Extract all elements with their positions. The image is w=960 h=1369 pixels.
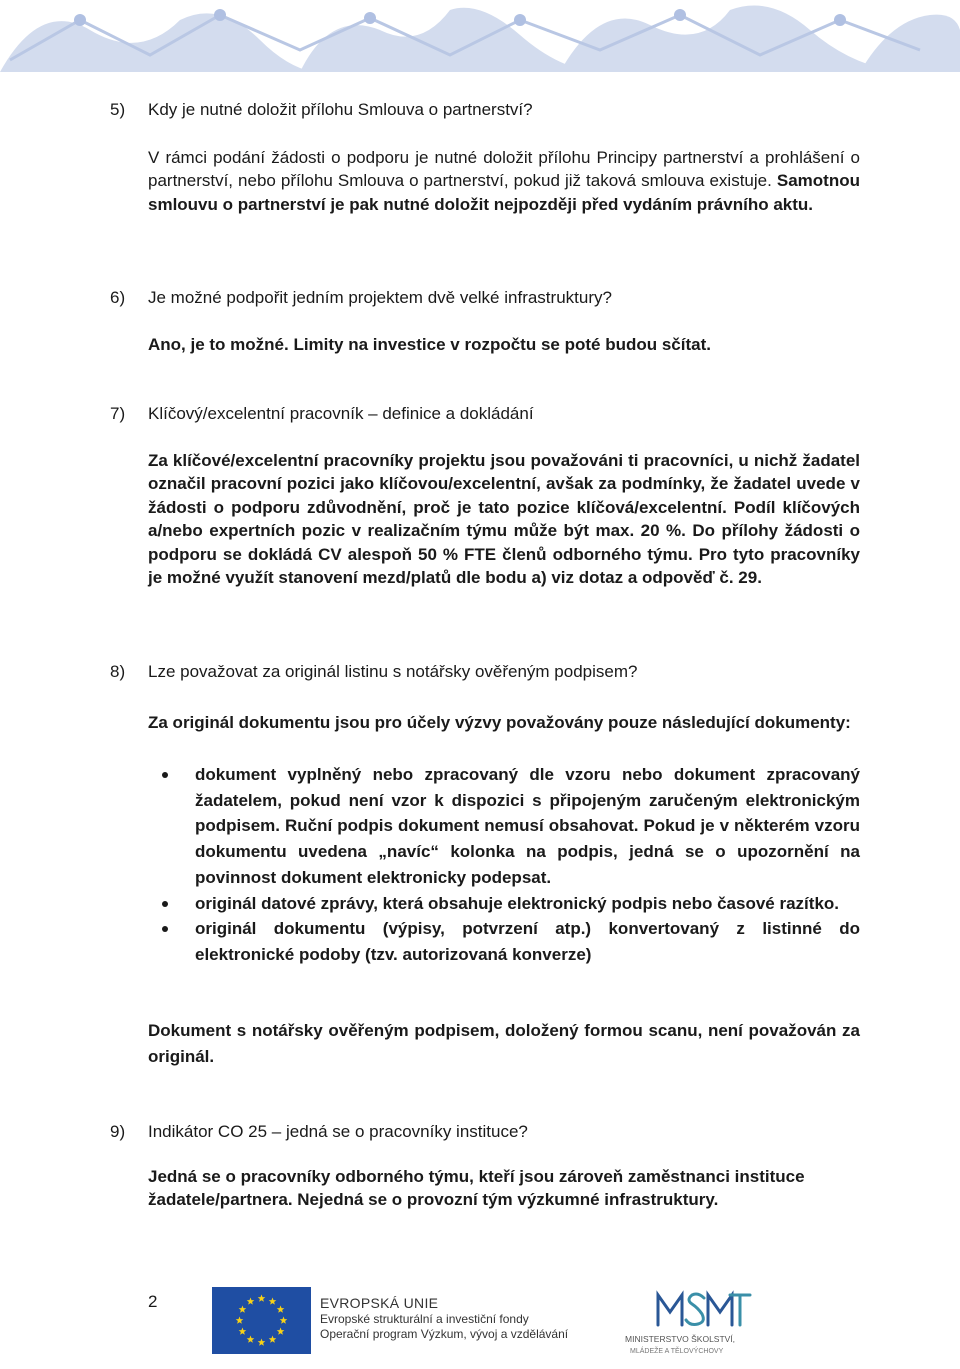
answer-plain: V rámci podání žádosti o podporu je nutné doložit přílohu Principy partnerství a prohlášení o partnerství, nebo přílohu Smlouva o partnerství, pokud již taková smlouva existuje. [148, 148, 860, 191]
question-number: 6) [110, 288, 126, 307]
msmt-line2: MLÁDEŽE A TĚLOVÝCHOVY [630, 1348, 724, 1355]
answer-7: Za klíčové/excelentní pracovníky projektu jsou považováni ti pracovníci, u nichž žadatel označil pracovní pozici jako klíčovou/excelentní, avšak za podmínky, že žadatel uvede v žádosti o podporu zdůvodnění, proč je tato pozice klíčová/excelentní. Podíl klíčových a/nebo expertních pozic v realizačním týmu může být max. 20 %. Do přílohy žádosti o podporu se dokládá CV alespoň 50 % FTE členů odborného týmu. Pro tyto pracovníky je možné využít stanovení mezd/platů dle bodu a) viz dotaz a odpověď č. 29. [148, 451, 860, 588]
page-number: 2 [148, 1292, 158, 1311]
eu-title: EVROPSKÁ UNIE [320, 1295, 439, 1311]
answer-bold: Samotnou smlouvu o partnerství je pak nutné doložit nejpozději před vydáním právního aktu. [148, 171, 860, 214]
question-text: Kdy je nutné doložit přílohu Smlouva o partnerství? [148, 100, 533, 119]
question-7 [110, 402, 860, 425]
question-number: 7) [110, 404, 126, 423]
answer-9: Jedná se o pracovníky odborného týmu, kteří jsou zároveň zaměstnanci instituce žadatele/partnera. Nejedná se o provozní tým výzkumné infrastruktury. [148, 1167, 805, 1210]
question-text: Lze považovat za originál listinu s notářsky ověřeným podpisem? [148, 662, 638, 681]
question-9 [110, 1120, 860, 1143]
header-banner [0, 0, 960, 72]
eu-flag-icon [212, 1287, 311, 1354]
bullet-icon [162, 926, 168, 932]
list-item: originál dokumentu (výpisy, potvrzení atp.) konvertovaný z listinné do elektronické podoby (tzv. autorizovaná konverze) [148, 916, 860, 967]
answer-8-conclusion: Dokument s notářsky ověřeným podpisem, doložený formou scanu, není považován za originál. [148, 1021, 860, 1066]
list-item: originál datové zprávy, která obsahuje elektronický podpis nebo časové razítko. [148, 891, 860, 917]
question-number: 9) [110, 1122, 126, 1141]
msmt-line1: MINISTERSTVO ŠKOLSTVÍ, [625, 1334, 736, 1344]
bullet-icon [162, 772, 168, 778]
question-text: Indikátor CO 25 – jedná se o pracovníky instituce? [148, 1122, 528, 1141]
eu-funds: Evropské strukturální a investiční fondy [320, 1311, 529, 1326]
originals-list [148, 762, 860, 968]
question-6 [110, 286, 860, 309]
msmt-logo [620, 1290, 755, 1360]
eu-programme: Operační program Výzkum, vývoj a vzdělávání [320, 1327, 569, 1341]
answer-8-intro: Za originál dokumentu jsou pro účely výzvy považovány pouze následující dokumenty: [148, 713, 851, 732]
question-5 [110, 98, 860, 121]
question-text: Je možné podpořit jedním projektem dvě velké infrastruktury? [148, 288, 612, 307]
eu-funding-text [320, 1296, 568, 1343]
answer-5 [148, 146, 860, 216]
bullet-icon [162, 901, 168, 907]
question-8 [110, 660, 860, 683]
list-item: dokument vyplněný nebo zpracovaný dle vzoru nebo dokument zpracovaný žadatelem, pokud není vzor k dispozici s připojeným zaručeným elektronickým podpisem. Ruční podpis dokument nemusí obsahovat. Pokud je v některém vzoru dokumentu uvedena „navíc“ kolonka na podpis, jedná se o upozornění na povinnost dokument elektronicky podepsat. [148, 762, 860, 891]
question-number: 8) [110, 662, 126, 681]
question-number: 5) [110, 100, 126, 119]
question-text: Klíčový/excelentní pracovník – definice a dokládání [148, 404, 534, 423]
answer-6: Ano, je to možné. Limity na investice v rozpočtu se poté budou sčítat. [148, 335, 711, 354]
